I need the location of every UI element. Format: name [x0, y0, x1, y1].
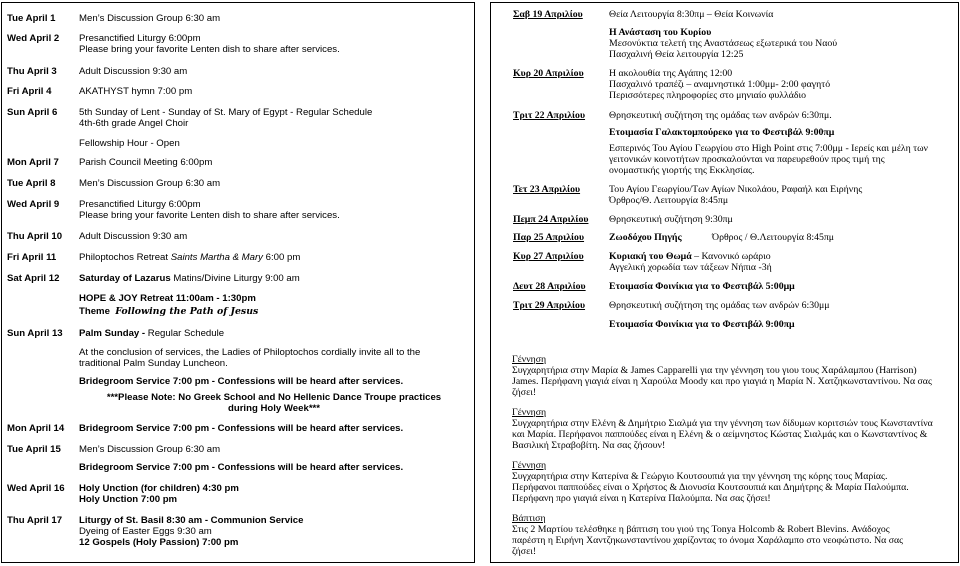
announcement-line: ζήσει!	[512, 546, 537, 557]
schedule-date: Mon April 7	[7, 157, 59, 168]
greek-event: Ετοιμασία Γαλακτομπούρεκο για το Φεστιβάλ 9:00πμ	[609, 127, 835, 138]
schedule-date: Thu April 3	[7, 66, 57, 77]
schedule-event: Bridegroom Service 7:00 pm - Confessions will be heard after services.	[79, 462, 404, 473]
announcement-line: Συγχαρητήρια στην Ελένη & Δημήτριο Σιαλμά για την γέννηση των δίδυμων κοριτσιών τους Κωνσταντίνα	[512, 418, 933, 429]
greek-event: Πασχαλινή Θεία λειτουργία 12:25	[609, 49, 744, 60]
schedule-date: Tue April 1	[7, 13, 56, 24]
schedule-event: 4th-6th grade Angel Choir	[79, 118, 189, 129]
schedule-event: Fellowship Hour - Open	[79, 138, 180, 149]
announcement-line: Συγχαρητήρια στην Μαρία & James Capparelli για την γέννηση του γιου τους Χαράλαμπου (Harrison)	[512, 365, 917, 376]
schedule-event	[79, 273, 300, 284]
event-time: 6:00 pm	[262, 252, 301, 263]
schedule-date: Tue April 15	[7, 444, 61, 455]
greek-event: Ετοιμασία Φοινίκια για το Φεστιβάλ 5:00μμ	[609, 281, 795, 292]
greek-date: Σαβ 19 Απριλίου	[513, 9, 583, 20]
schedule-event: Holy Unction 7:00 pm	[79, 494, 178, 505]
birth-announcement-2	[512, 407, 952, 451]
greek-date: Κυρ 27 Απριλίου	[513, 251, 584, 262]
schedule-date: Thu April 10	[7, 231, 63, 242]
greek-event: Περισσότερες πληροφορίες στο μηνιαίο φυλλάδιο	[609, 90, 807, 101]
greek-event: Πασχαλινό τραπέζι – αναμνηστικά 1:00μμ- 2:00 φαγητό	[609, 79, 831, 90]
schedule-event	[79, 328, 224, 339]
greek-event: Θεία Λειτουργία 8:30πμ – Θεία Κοινωνία	[609, 9, 774, 20]
schedule-event: 5th Sunday of Lent - Sunday of St. Mary of Egypt - Regular Schedule	[79, 107, 373, 118]
greek-event: Θρησκευτική συζήτηση 9:30πμ	[609, 214, 733, 225]
greek-date: Τετ 23 Απριλίου	[513, 184, 581, 195]
schedule-event: Men’s Discussion Group 6:30 am	[79, 178, 221, 189]
schedule-note: At the conclusion of services, the Ladies of Philoptochos cordially invite all to the	[79, 347, 421, 358]
notice-line: ***Please Note: No Greek School and No Hellenic Dance Troupe practices	[106, 392, 442, 403]
birth-announcement-3	[512, 460, 952, 504]
announcement-line: παρέστη η Ειρήνη Χαντζηκωνσταντίνου χαρίζοντας το όνομα Χαράλαμπο στο νεοφώτιστο. Να σας	[512, 535, 904, 546]
schedule-event: AKATHYST hymn 7:00 pm	[79, 86, 193, 97]
greek-event: Όρθρος / Θ.Λειτουργία 8:45πμ	[712, 232, 835, 243]
event-detail: Matins/Divine Liturgy 9:00 am	[170, 273, 300, 284]
announcement-line: και Μαρία. Περήφανοι παππούδες είναι η Ελένη & ο αείμνηστος Κώστας Σιαλμάς και ο Κωνσταντίνος &	[512, 429, 928, 440]
schedule-date: Wed April 9	[7, 199, 60, 210]
schedule-event: Presanctified Liturgy 6:00pm	[79, 199, 201, 210]
greek-event-title: Ζωοδόχου Πηγής	[609, 232, 682, 243]
greek-date: Τριτ 29 Απριλίου	[513, 300, 586, 311]
greek-event-title: Κυριακή του Θωμά	[609, 251, 692, 262]
schedule-note: Please bring your favorite Lenten dish to share after services.	[79, 44, 340, 55]
schedule-event: HOPE & JOY Retreat 11:00am - 1:30pm	[79, 293, 256, 304]
greek-event: Θρησκευτική συζήτηση της ομάδας των ανδρών 6:30πμ.	[609, 110, 832, 121]
greek-event: ονομαστικής γιορτής της Εκκλησίας.	[609, 165, 755, 176]
announcement-line: ζήσει!	[512, 387, 537, 398]
greek-event-title: Η Ανάσταση του Κυρίου	[609, 27, 712, 38]
schedule-date: Thu April 17	[7, 515, 63, 526]
schedule-event: Parish Council Meeting 6:00pm	[79, 157, 213, 168]
event-text: Philoptochos Retreat	[79, 252, 171, 263]
retreat-name: Saints Martha & Mary	[170, 252, 263, 263]
schedule-date: Sun April 13	[7, 328, 63, 339]
greek-event: Αγγελική χορωδία των τάξεων Νήπια -3ή	[609, 262, 772, 273]
announcement-line: Στις 2 Μαρτίου τελέσθηκε η βάπτιση του γιού της Tonya Holcomb & Robert Blevins. Ανάδοχος	[512, 524, 890, 535]
holy-week-notice	[79, 392, 469, 414]
schedule-date: Tue April 8	[7, 178, 56, 189]
schedule-date: Fri April 4	[7, 86, 52, 97]
schedule-event: Men’s Discussion Group 6:30 am	[79, 13, 221, 24]
schedule-note: Please bring your favorite Lenten dish to share after services.	[79, 210, 340, 221]
greek-event: Η ακολουθία της Αγάπης 12:00	[609, 68, 733, 79]
announcement-line: Συγχαρητήρια στην Κατερίνα & Γεώργιο Κουτσουπιά για την γέννηση της κόρης τους Μαρίας.	[512, 471, 888, 482]
event-title: Palm Sunday -	[79, 328, 146, 339]
greek-schedule-panel	[490, 2, 959, 563]
schedule-event: 12 Gospels (Holy Passion) 7:00 pm	[79, 537, 239, 548]
greek-date: Κυρ 20 Απριλίου	[513, 68, 584, 79]
baptism-announcement	[512, 513, 952, 557]
schedule-event: Presanctified Liturgy 6:00pm	[79, 33, 201, 44]
schedule-event: Adult Discussion 9:30 am	[79, 66, 188, 77]
announcement-line: Περήφανοι παππούδες είναι ο Χρήστος & Διονυσία Κουτσουπιά και Δημήτρης & Μαρία Παλούμπα.	[512, 482, 909, 493]
schedule-date: Sat April 12	[7, 273, 60, 284]
event-title: Saturday of Lazarus	[79, 273, 171, 284]
schedule-date: Mon April 14	[7, 423, 65, 434]
birth-announcement-1	[512, 354, 952, 398]
schedule-date: Fri April 11	[7, 252, 57, 263]
schedule-event: Bridegroom Service 7:00 pm - Confessions will be heard after services.	[79, 376, 404, 387]
schedule-date: Wed April 2	[7, 33, 60, 44]
schedule-date: Wed April 16	[7, 483, 65, 494]
schedule-event: Dyeing of Easter Eggs 9:30 am	[79, 526, 212, 537]
greek-date: Παρ 25 Απριλίου	[513, 232, 585, 243]
greek-event: Του Αγίου Γεωργίου/Των Αγίων Νικολάου, Ραφαήλ και Ειρήνης	[609, 184, 863, 195]
greek-date: Πεμπ 24 Απριλίου	[513, 214, 589, 225]
schedule-date: Sun April 6	[7, 107, 58, 118]
announcement-line: Βασιλική Στραβοβίτη. Να σας ζήσουν!	[512, 440, 666, 451]
schedule-event: Bridegroom Service 7:00 pm - Confessions will be heard after services.	[79, 423, 404, 434]
announcement-line: Περήφανη προ γιαγιά είναι η Κατερίνα Παλούμπα. Να σας ζήσει!	[512, 493, 771, 504]
greek-date: Τριτ 22 Απριλίου	[513, 110, 586, 121]
theme-value: Following the Path of Jesus	[115, 306, 259, 317]
greek-event: Όρθρος/Θ. Λειτουργία 8:45πμ	[609, 195, 729, 206]
greek-event: Εσπερινός Του Αγίου Γεωργίου στο High Point στις 7:00μμ - Ιερείς και μέλη των	[609, 143, 928, 154]
event-detail: Regular Schedule	[145, 328, 225, 339]
greek-date: Δευτ 28 Απριλίου	[513, 281, 586, 292]
section-heading: Γέννηση	[512, 354, 547, 365]
section-heading: Βάπτιση	[512, 513, 546, 524]
greek-event: Μεσονύκτια τελετή της Αναστάσεως εξωτερικά του Ναού	[609, 38, 838, 49]
schedule-note: traditional Palm Sunday Luncheon.	[79, 358, 228, 369]
section-heading: Γέννηση	[512, 460, 547, 471]
schedule-event: Men’s Discussion Group 6:30 am	[79, 444, 221, 455]
announcement-line: James. Περήφανη γιαγιά είναι η Χαρούλα Moody και προ γιαγιά η Μαρία Ν. Χατζηκωνσταντίνου. Να σας	[512, 376, 932, 387]
schedule-event: Adult Discussion 9:30 am	[79, 231, 188, 242]
schedule-event: Holy Unction (for children) 4:30 pm	[79, 483, 239, 494]
schedule-theme	[79, 306, 258, 317]
notice-line: during Holy Week***	[227, 403, 321, 414]
greek-event: γειτονικών κοινοτήτων προσκαλούνται να παρευρεθούν προς τιμή της	[609, 154, 885, 165]
theme-label: Theme	[79, 306, 110, 317]
greek-event	[609, 251, 771, 262]
greek-event-detail: – Κανονικό ωράριο	[691, 251, 771, 262]
english-schedule-panel	[1, 2, 475, 563]
greek-event: Θρησκευτική συζήτηση της ομάδας των ανδρών 6:30μμ	[609, 300, 830, 311]
greek-event: Ετοιμασία Φοινίκια για το Φεστιβάλ 9:00πμ	[609, 319, 795, 330]
schedule-event	[79, 252, 300, 263]
section-heading: Γέννηση	[512, 407, 547, 418]
schedule-event: Liturgy of St. Basil 8:30 am - Communion Service	[79, 515, 304, 526]
